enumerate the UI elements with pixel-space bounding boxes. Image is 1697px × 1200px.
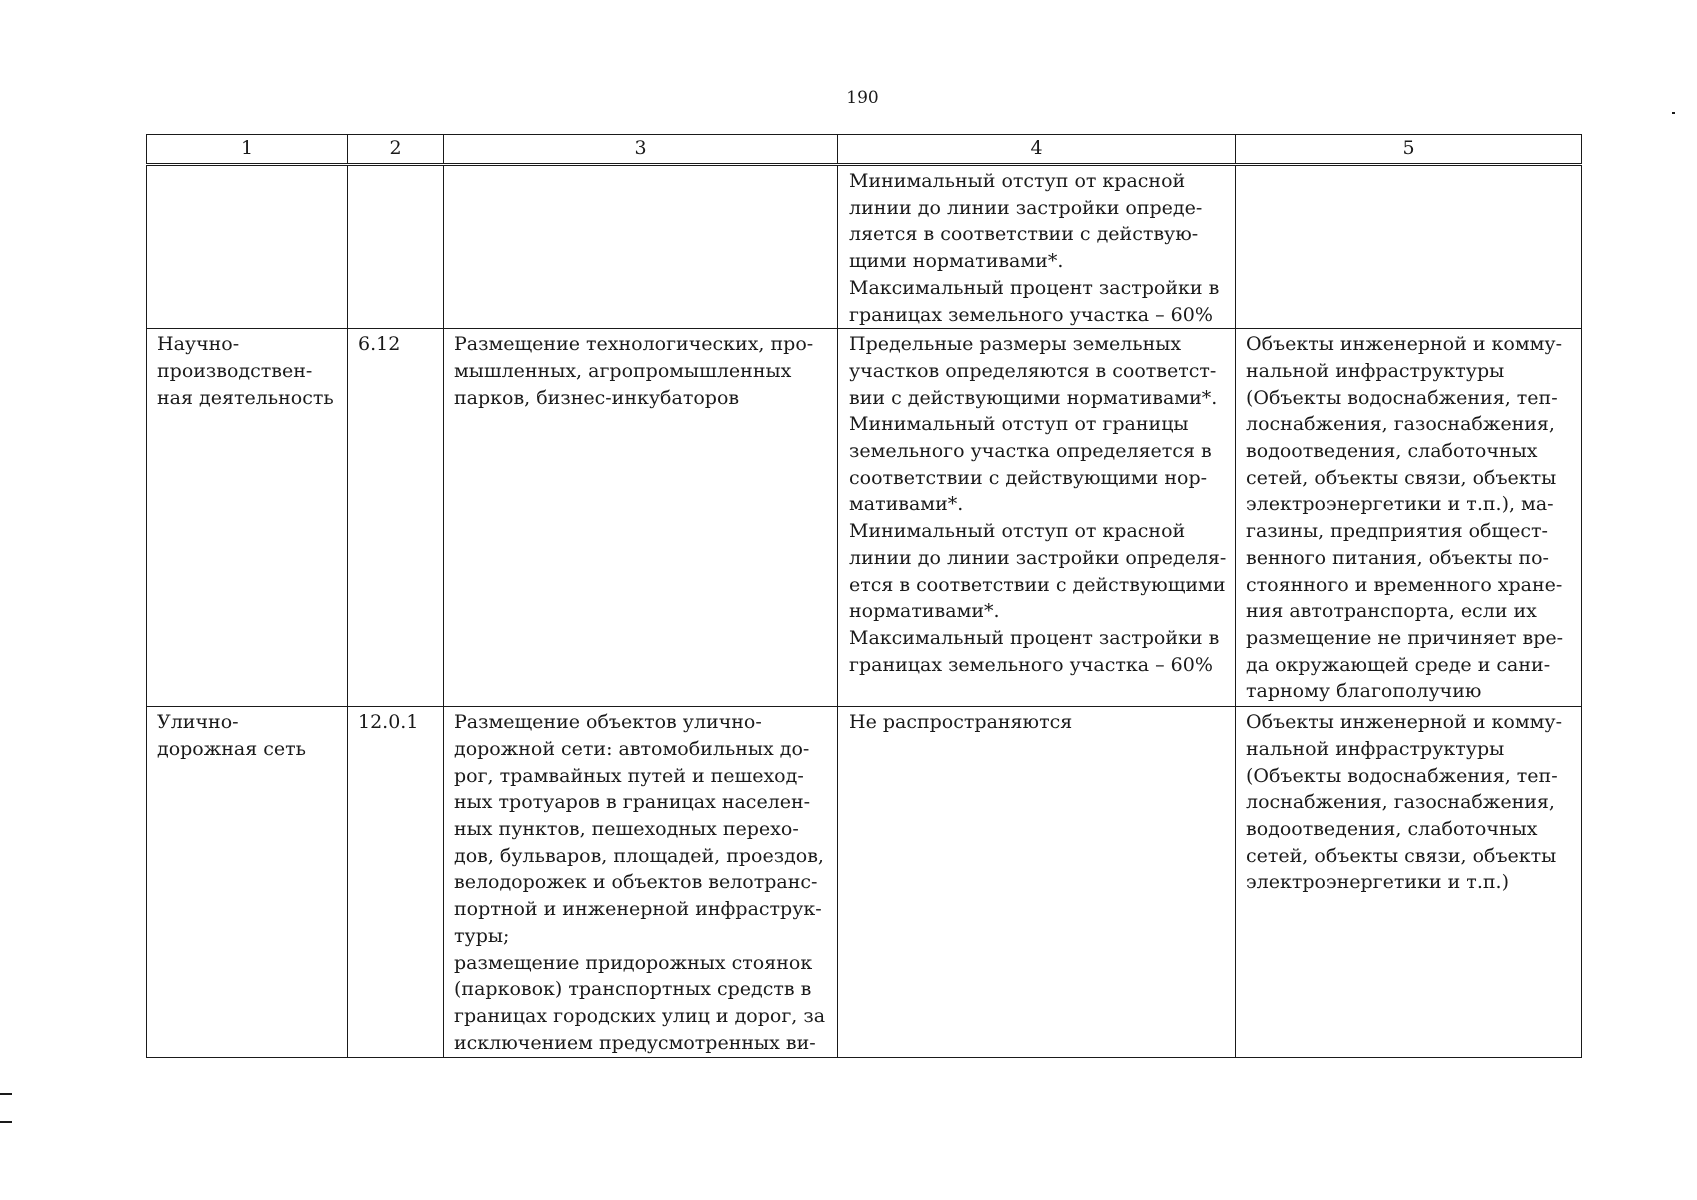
cell-text-line: лоснабжения, газоснабжения, bbox=[1246, 413, 1555, 436]
column-header-3: 3 bbox=[444, 135, 838, 165]
parameters-cell bbox=[838, 707, 1236, 1058]
cell-text-line: Улично- bbox=[157, 711, 239, 734]
cell-text-line: Предельные размеры земельных bbox=[849, 333, 1182, 356]
cell-text-line: щими нормативами*. bbox=[849, 250, 1064, 273]
cell-text-line: велодорожек и объектов велотранс- bbox=[454, 871, 818, 894]
cell-text-line: Размещение объектов улично- bbox=[454, 711, 762, 734]
cell-text-line: Объекты инженерной и комму- bbox=[1246, 333, 1562, 356]
cell-text-line: ная деятельность bbox=[157, 386, 334, 409]
cell-text-line: границах городских улиц и дорог, за bbox=[454, 1004, 826, 1027]
cell-text-line: ляется в соответствии с действую- bbox=[849, 223, 1199, 246]
column-header-5: 5 bbox=[1236, 135, 1582, 165]
cell-text-line: сетей, объекты связи, объекты bbox=[1246, 844, 1557, 867]
cell-text-line: парков, бизнес-инкубаторов bbox=[454, 386, 740, 409]
code-cell bbox=[348, 165, 444, 329]
cell-text-line: мативами*. bbox=[849, 493, 964, 516]
cell-text-line: участков определяются в соответст- bbox=[849, 359, 1217, 382]
cell-text-line: ется в соответствии с действующими bbox=[849, 573, 1226, 596]
regulations-table bbox=[146, 134, 1582, 1058]
cell-text-line: ных тротуаров в границах населен- bbox=[454, 791, 811, 814]
cell-text-line: водоотведения, слаботочных bbox=[1246, 440, 1538, 463]
cell-text-line: Не распространяются bbox=[849, 711, 1073, 734]
table-header-row bbox=[147, 135, 1582, 165]
description-cell bbox=[444, 165, 838, 329]
cell-text-line: Максимальный процент застройки в bbox=[849, 626, 1220, 649]
cell-text-line: производствен- bbox=[157, 359, 313, 382]
cell-text-line: 6.12 bbox=[358, 333, 401, 356]
land-use-type-cell bbox=[147, 707, 348, 1058]
auxiliary-uses-cell bbox=[1236, 329, 1582, 707]
table-row bbox=[147, 707, 1582, 1058]
cell-text-line: нальной инфраструктуры bbox=[1246, 737, 1505, 760]
column-header-4: 4 bbox=[838, 135, 1236, 165]
cell-text-line: газины, предприятия общест- bbox=[1246, 520, 1548, 543]
cell-text-line: (Объекты водоснабжения, теп- bbox=[1246, 764, 1558, 787]
cell-text-line: 12.0.1 bbox=[358, 711, 419, 734]
cell-text-line: электроэнергетики и т.п.) bbox=[1246, 871, 1509, 894]
cell-text-line: Минимальный отступ от красной bbox=[849, 520, 1186, 543]
cell-text-line: ных пунктов, пешеходных перехо- bbox=[454, 818, 799, 841]
cell-text-line: нальной инфраструктуры bbox=[1246, 359, 1505, 382]
cell-text-line: лоснабжения, газоснабжения, bbox=[1246, 791, 1555, 814]
description-cell bbox=[444, 329, 838, 707]
cell-text-line: стоянного и временного хране- bbox=[1246, 573, 1563, 596]
cell-text-line: электроэнергетики и т.п.), ма- bbox=[1246, 493, 1554, 516]
column-header-2: 2 bbox=[348, 135, 444, 165]
cell-text-line: сетей, объекты связи, объекты bbox=[1246, 466, 1557, 489]
code-cell bbox=[348, 329, 444, 707]
cell-text-line: границах земельного участка – 60% bbox=[849, 303, 1213, 326]
cell-text-line: (Объекты водоснабжения, теп- bbox=[1246, 386, 1558, 409]
scan-dot-mark bbox=[1672, 112, 1675, 114]
code-cell bbox=[348, 707, 444, 1058]
page-number: 190 bbox=[846, 88, 879, 108]
cell-text-line: портной и инженерной инфраструк- bbox=[454, 898, 822, 921]
cell-text-line: венного питания, объекты по- bbox=[1246, 546, 1549, 569]
cell-text-line: водоотведения, слаботочных bbox=[1246, 818, 1538, 841]
description-cell bbox=[444, 707, 838, 1058]
auxiliary-uses-cell bbox=[1236, 165, 1582, 329]
cell-text-line: нормативами*. bbox=[849, 600, 1000, 623]
cell-text-line: вии с действующими нормативами*. bbox=[849, 386, 1218, 409]
cell-text-line: туры; bbox=[454, 924, 510, 947]
cell-text-line: дов, бульваров, площадей, проездов, bbox=[454, 844, 824, 867]
cell-text-line: ния автотранспорта, если их bbox=[1246, 600, 1537, 623]
cell-text-line: (парковок) транспортных средств в bbox=[454, 978, 812, 1001]
cell-text-line: да окружающей среде и сани- bbox=[1246, 653, 1551, 676]
cell-text-line: мышленных, агропромышленных bbox=[454, 359, 792, 382]
cell-text-line: Минимальный отступ от красной bbox=[849, 170, 1186, 192]
cell-text-line: Научно- bbox=[157, 333, 240, 356]
parameters-cell bbox=[838, 329, 1236, 707]
margin-tick-mark bbox=[0, 1093, 12, 1095]
cell-text-line: размещение придорожных стоянок bbox=[454, 951, 813, 974]
cell-text-line: тарному благополучию bbox=[1246, 680, 1482, 703]
cell-text-line: исключением предусмотренных ви- bbox=[454, 1031, 816, 1054]
column-header-1: 1 bbox=[147, 135, 348, 165]
table-row bbox=[147, 329, 1582, 707]
cell-text-line: дорожной сети: автомобильных до- bbox=[454, 737, 810, 760]
table-row bbox=[147, 165, 1582, 329]
cell-text-line: размещение не причиняет вре- bbox=[1246, 626, 1564, 649]
cell-text-line: дорожная сеть bbox=[157, 737, 306, 760]
cell-text-line: земельного участка определяется в bbox=[849, 440, 1212, 463]
cell-text-line: Объекты инженерной и комму- bbox=[1246, 711, 1562, 734]
cell-text-line: рог, трамвайных путей и пешеход- bbox=[454, 764, 804, 787]
cell-text-line: линии до линии застройки определя- bbox=[849, 546, 1227, 569]
cell-text-line: линии до линии застройки опреде- bbox=[849, 196, 1203, 219]
cell-text-line: Максимальный процент застройки в bbox=[849, 276, 1220, 299]
land-use-type-cell bbox=[147, 165, 348, 329]
cell-text-line: границах земельного участка – 60% bbox=[849, 653, 1213, 676]
cell-text-line: Минимальный отступ от границы bbox=[849, 413, 1189, 436]
cell-text-line: Размещение технологических, про- bbox=[454, 333, 814, 356]
parameters-cell bbox=[838, 165, 1236, 329]
land-use-type-cell bbox=[147, 329, 348, 707]
auxiliary-uses-cell bbox=[1236, 707, 1582, 1058]
cell-text-line: соответствии с действующими нор- bbox=[849, 466, 1208, 489]
margin-tick-mark bbox=[0, 1121, 12, 1123]
